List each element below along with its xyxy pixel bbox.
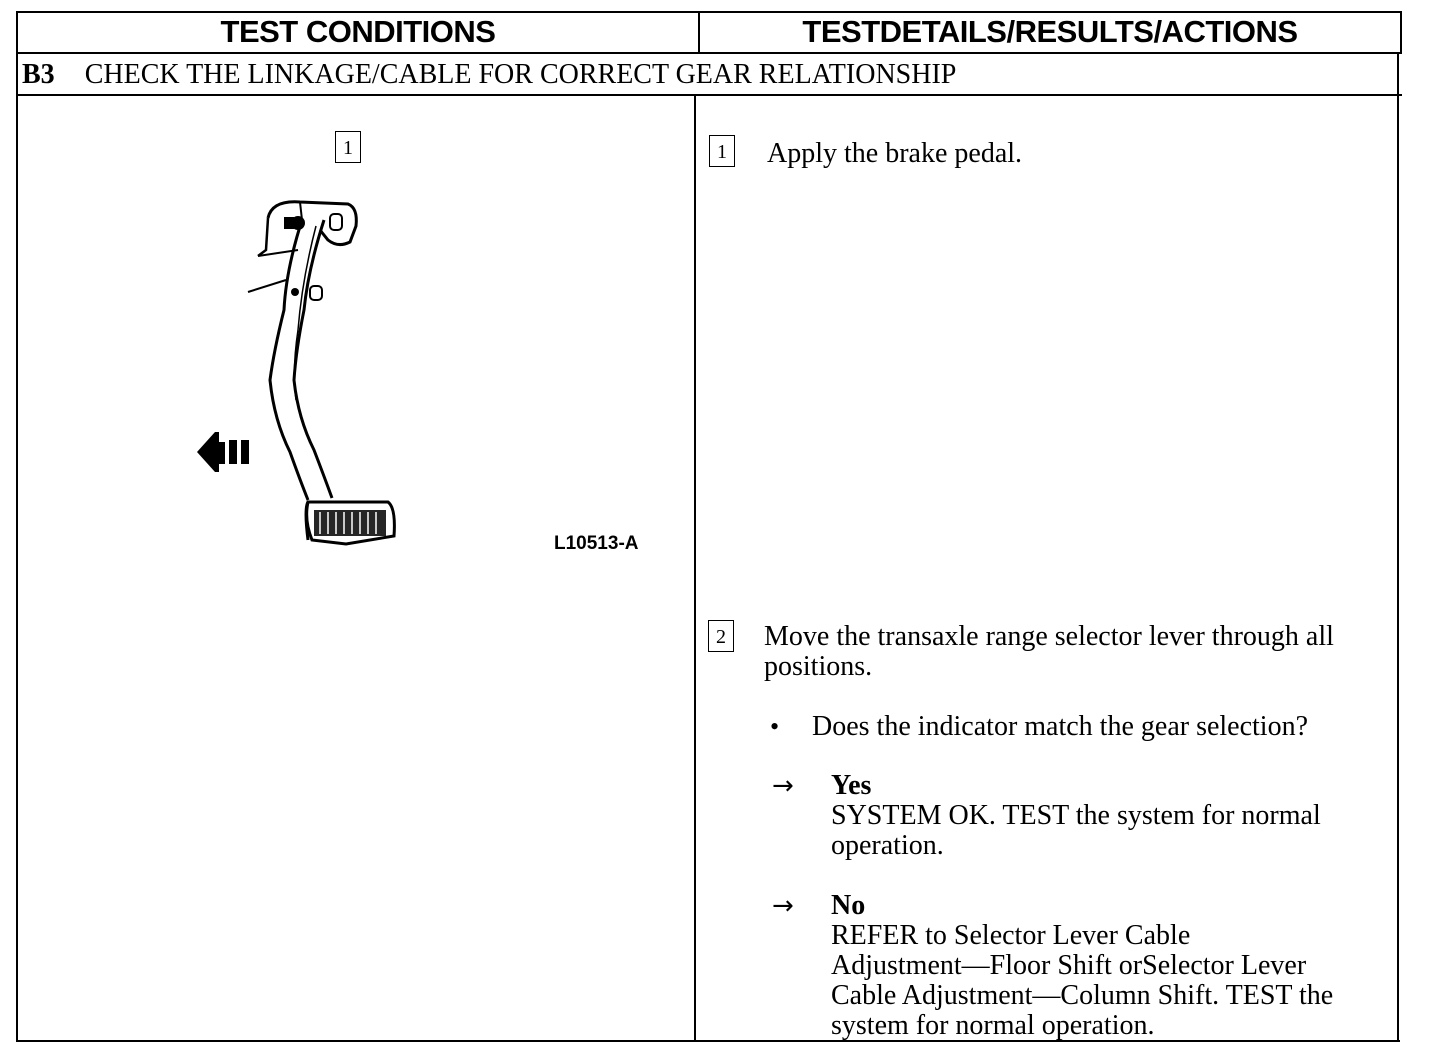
no-action-line3: Cable Adjustment—Column Shift. TEST the <box>831 980 1334 1011</box>
section-title: CHECK THE LINKAGE/CABLE FOR CORRECT GEAR RELATIONSHIP <box>84 59 957 90</box>
pedal-bracket <box>268 202 356 245</box>
column-divider-body <box>694 95 696 1041</box>
yes-arrow-icon: → <box>772 771 794 801</box>
frame-bottom-line <box>16 1040 1400 1042</box>
step-2-number: 2 <box>708 620 734 652</box>
figure-id-label: L10513-A <box>554 533 639 554</box>
step-1-text: Apply the brake pedal. <box>767 138 1023 169</box>
frame-right-line-lower <box>1397 53 1399 1041</box>
no-label: No <box>831 890 866 921</box>
brake-pedal-illustration <box>190 190 430 550</box>
yes-action-line2: operation. <box>831 830 944 861</box>
pedal-arm <box>270 220 308 500</box>
step-2-text-line2: positions. <box>764 651 873 682</box>
section-divider-line <box>16 94 1402 96</box>
no-action-line4: system for normal operation. <box>831 1010 1155 1041</box>
no-arrow-icon: → <box>772 891 794 921</box>
question-bullet: • <box>770 712 780 741</box>
header-divider-line <box>16 52 1402 54</box>
test-conditions-header: TEST CONDITIONS <box>220 14 496 49</box>
test-details-header: TESTDETAILS/RESULTS/ACTIONS <box>802 14 1298 49</box>
frame-right-line <box>1400 11 1402 53</box>
frame-left-line <box>16 11 18 1041</box>
question-text: Does the indicator match the gear selection? <box>812 711 1309 742</box>
yes-action-line1: SYSTEM OK. TEST the system for normal <box>831 800 1321 831</box>
no-action-line1: REFER to Selector Lever Cable <box>831 920 1191 951</box>
push-direction-arrow-icon <box>195 428 257 476</box>
section-title-row <box>22 56 956 94</box>
step-2-text-line1: Move the transaxle range selector lever through all <box>764 621 1334 652</box>
section-id: B3 <box>22 59 55 90</box>
no-action-line2: Adjustment—Floor Shift orSelector Lever <box>831 950 1307 981</box>
illustration-step-number: 1 <box>335 131 361 163</box>
step-1-number: 1 <box>709 135 735 167</box>
yes-label: Yes <box>831 770 872 801</box>
